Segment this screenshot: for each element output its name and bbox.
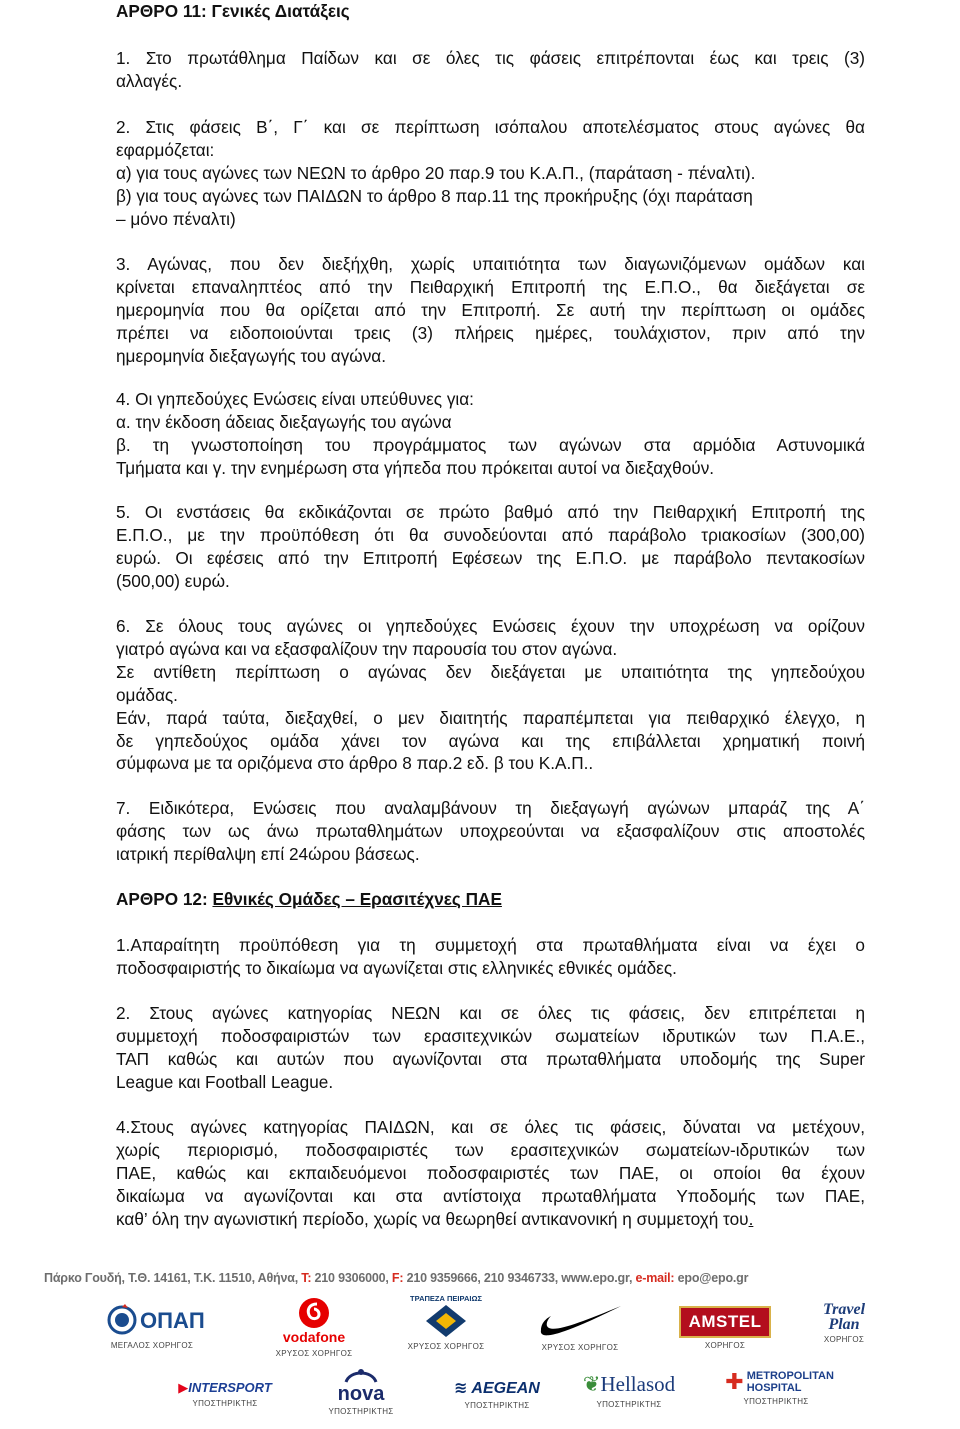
text-line: φάσης των ως άνω πρωταθλημάτων υποχρεούνται να εξασφαλίζουν στις αποστολές [116, 820, 865, 841]
intersport-name: INTERSPORT [188, 1380, 272, 1395]
article-12-heading [116, 888, 865, 911]
text-line: 1. Στο πρωτάθλημα Παίδων και σε όλες τις φάσεις επιτρέπονται έως και τρεις (3) [116, 48, 865, 68]
text-line [116, 1208, 865, 1231]
text-line-end: . [748, 1208, 754, 1229]
sponsor-caption: ΥΠΟΣΤΗΡΙΚΤΗΣ [596, 1400, 662, 1409]
footer-fax-label: F: [391, 1271, 404, 1285]
metropolitan-cross-icon: ✚ [725, 1369, 744, 1394]
vodafone-logo-icon [279, 1296, 349, 1346]
sponsor-opap [104, 1302, 205, 1350]
sponsor-nova [326, 1366, 396, 1416]
nike-swoosh-icon [537, 1298, 623, 1340]
text-line: δικαίωμα να αγωνίζονται και στα αντίστοιχα πρωταθλήματα Υποδομής των ΠΑΕ, [116, 1185, 865, 1206]
contact-bar [44, 1266, 916, 1290]
sponsor-aegean [442, 1378, 552, 1410]
opap-logo-icon [106, 1302, 205, 1338]
text-line: ευρώ. Οι εφέσεις από την Επιτροπή Εφέσεων της Ε.Π.Ο. με παράβολο πεντακοσίων [116, 547, 865, 568]
aegean-wordmark [454, 1378, 540, 1398]
article-12-heading-prefix: ΑΡΘΡΟ 12: [116, 889, 213, 909]
piraeus-wordmark: ΤΡΑΠΕΖΑ ΠΕΙΡΑΙΩΣ [410, 1294, 482, 1303]
opap-wordmark: ΟΠΑΠ [140, 1308, 205, 1333]
article-12-paragraph-1 [116, 934, 865, 980]
travel-plan-wordmark: Travel Plan [822, 1301, 866, 1333]
text-line: 6. Σε όλους τους αγώνες οι γηπεδούχες Ενώσεις έχουν την υποχρέωση να ορίζουν [116, 616, 865, 636]
sponsor-caption: ΧΡΥΣΟΣ ΧΟΡΗΓΟΣ [407, 1342, 485, 1351]
article-12-paragraph-2 [116, 1002, 865, 1094]
text-line: (500,00) ευρώ. [116, 570, 230, 591]
page-footer [0, 1262, 960, 1429]
sponsor-caption: ΧΡΥΣΟΣ ΧΟΡΗΓΟΣ [275, 1349, 353, 1358]
text-line: 4. Οι γηπεδούχες Ενώσεις είναι υπεύθυνες για: [116, 389, 474, 409]
amstel-wordmark: AMSTEL [679, 1306, 772, 1338]
article-11-paragraph-2 [116, 116, 865, 231]
sponsor-hellasod [574, 1372, 684, 1409]
article-11-paragraph-4 [116, 388, 865, 480]
text-line: κρίνεται επαναληπτέος από την Πειθαρχική Επιτροπή της Ε.Π.Ο., θα διεξάγεται σε [116, 276, 865, 297]
nova-logo-icon [336, 1366, 386, 1384]
aegean-name: AEGEAN [471, 1380, 540, 1397]
text-line: αλλαγές. [116, 70, 183, 91]
article-11-heading: ΑΡΘΡΟ 11: Γενικές Διατάξεις [116, 1, 350, 21]
metropolitan-name: METROPOLITAN HOSPITAL [746, 1370, 834, 1394]
hellasod-wordmark [583, 1372, 675, 1397]
article-11-paragraph-6 [116, 615, 865, 775]
article-11-paragraph-1 [116, 47, 865, 93]
text-line: σύμφωνα με τα οριζόμενα στο άρθρο 8 παρ.2 εδ. β του Κ.Α.Π.. [116, 753, 594, 774]
text-line: εφαρμόζεται: [116, 139, 215, 160]
footer-email-label: e-mail: [635, 1271, 675, 1285]
text-line: δε γηπεδούχος ομάδα χάνει τον αγώνα και της επιβάλλεται χρηματική ποινή [116, 730, 865, 751]
text-line: 2. Στους αγώνες κατηγορίας ΝΕΩΝ και σε όλες τις φάσεις, δεν επιτρέπεται η [116, 1003, 865, 1023]
text-line: α) για τους αγώνες των ΝΕΩΝ το άρθρο 20 παρ.9 του Κ.Α.Π., (παράταση - πέναλτι). [116, 162, 756, 183]
text-line: ομάδας. [116, 684, 178, 705]
text-line: Τμήματα και γ. την ενημέρωση στα γήπεδα που πρόκειται αυτοί να διεξαχθούν. [116, 457, 715, 478]
sponsor-caption: ΧΡΥΣΟΣ ΧΟΡΗΓΟΣ [541, 1343, 619, 1352]
text-line: πρέπει να ειδοποιούνται τρεις (3) πλήρεις ημέρες, τουλάχιστον, πριν από την [116, 322, 865, 343]
intersport-arrow-icon: ▶ [178, 1380, 189, 1395]
text-line: Ε.Π.Ο., με την προϋπόθεση ότι θα συνοδεύονται από παράβολο τριακοσίων (300,00) [116, 524, 865, 545]
text-line: ημερομηνία που θα ορίζεται από την Επιτροπή. Σε αυτή την περίπτωση οι ομάδες [116, 299, 865, 320]
article-11-paragraph-5 [116, 501, 865, 593]
hellasod-leaf-icon: ❦ [582, 1372, 601, 1396]
text-line: 4.Στους αγώνες κατηγορίας ΠΑΙΔΩΝ, και σε όλες τις φάσεις, δύναται να μετέχουν, [116, 1117, 865, 1137]
aegean-bird-icon: ≋ [454, 1380, 472, 1397]
text-line: συμμετοχή ποδοσφαιριστών των ερασιτεχνικών σωματείων ιδρυτικών των Π.Α.Ε., [116, 1025, 865, 1046]
vodafone-wordmark: vodafone [282, 1329, 346, 1345]
text-line: ποδοσφαιριστής το δικαίωμα να αγωνίζεται στις ελληνικές εθνικές ομάδες. [116, 957, 677, 978]
text-line: β) για τους αγώνες των ΠΑΙΔΩΝ το άρθρο 8 παρ.11 της προκήρυξης (όχι παράταση [116, 185, 753, 206]
text-line: – μόνο πέναλτι) [116, 208, 236, 229]
text-line: Σε αντίθετη περίπτωση ο αγώνας δεν διεξάγεται με υπαιτιότητα της γηπεδούχου [116, 661, 865, 682]
text-line: Εάν, παρά ταύτα, διεξαχθεί, ο μεν διαιτητής παραπέμπεται για πειθαρχικό έλεγχο, η [116, 707, 865, 728]
sponsor-nike [532, 1298, 628, 1352]
sponsor-metropolitan [716, 1370, 836, 1406]
text-line: ημερομηνία διεξαγωγής του αγώνα. [116, 345, 387, 366]
sponsor-caption: ΧΟΡΗΓΟΣ [704, 1341, 746, 1350]
text-line: 7. Ειδικότερα, Ενώσεις που αναλαμβάνουν τη διεξαγωγή αγώνων μπαράζ της Α΄ [116, 798, 865, 818]
sponsor-vodafone [268, 1296, 360, 1358]
text-line-body: καθ’ όλη την αγωνιστική περίοδο, χωρίς να θεωρηθεί αντικανονική η συμμετοχή του [116, 1208, 749, 1229]
sponsor-caption: ΥΠΟΣΤΗΡΙΚΤΗΣ [192, 1399, 258, 1408]
hellasod-name: Hellasod [600, 1372, 676, 1396]
article-11-paragraph-3 [116, 253, 865, 368]
sponsor-caption: ΥΠΟΣΤΗΡΙΚΤΗΣ [743, 1397, 809, 1406]
sponsor-piraeus-bank [398, 1294, 494, 1351]
article-12-paragraph-4 [116, 1116, 865, 1231]
footer-fax: 210 9359666, 210 9346733, www.epo.gr, [403, 1271, 636, 1285]
text-line: ΤΑΠ καθώς και αυτών που αγωνίζονται στα πρωταθλήματα υποδομής της Super [116, 1048, 865, 1069]
text-line: α. την έκδοση άδειας διεξαγωγής του αγώνα [116, 411, 452, 432]
text-line: 5. Οι ενστάσεις θα εκδικάζονται σε πρώτο βαθμό από την Πειθαρχική Επιτροπή της [116, 502, 865, 522]
metropolitan-wordmark [725, 1369, 834, 1394]
nova-wordmark: nova [337, 1383, 385, 1405]
sponsor-amstel [680, 1306, 770, 1350]
text-line: 3. Αγώνας, που δεν διεξήχθη, χωρίς υπαιτιότητα των διαγωνιζόμενων ομάδων και [116, 254, 865, 274]
text-line: 2. Στις φάσεις Β΄, Γ΄ και σε περίπτωση ισόπαλου αποτελέσματος στους αγώνες θα [116, 117, 865, 137]
article-11-paragraph-7 [116, 797, 865, 866]
footer-tel-label: T: [301, 1271, 312, 1285]
footer-email: epo@epo.gr [674, 1271, 749, 1285]
article-12-heading-title: Εθνικές Ομάδες – Ερασιτέχνες ΠΑΕ [212, 889, 502, 909]
sponsor-caption: ΧΟΡΗΓΟΣ [823, 1335, 865, 1344]
text-line: 1.Απαραίτητη προϋπόθεση για τη συμμετοχή στα πρωταθλήματα είναι να έχει ο [116, 935, 865, 955]
sponsor-intersport [170, 1380, 280, 1408]
text-line: League και Football League. [116, 1071, 334, 1092]
sponsor-caption: ΥΠΟΣΤΗΡΙΚΤΗΣ [328, 1407, 394, 1416]
intersport-wordmark [178, 1380, 272, 1396]
sponsor-caption: ΜΕΓΑΛΟΣ ΧΟΡΗΓΟΣ [110, 1341, 194, 1350]
footer-tel: 210 9306000, [311, 1271, 392, 1285]
sponsor-travel-plan [804, 1302, 884, 1344]
text-line: ιατρική περίθαλψη επί 24ώρου βάσεως. [116, 843, 420, 864]
text-line: χωρίς περιορισμό, ποδοσφαιριστές των ερασιτεχνικών σωματείων-ιδρυτικών των [116, 1139, 865, 1160]
piraeus-logo-icon [424, 1303, 468, 1339]
text-line: γιατρό αγώνα και να εξασφαλίζουν την παρουσία του στον αγώνα. [116, 638, 618, 659]
text-line: β. τη γνωστοποίηση του προγράμματος των αγώνων στα αρμόδια Αστυνομικά [116, 434, 865, 455]
footer-address: Πάρκο Γουδή, Τ.Θ. 14161, Τ.Κ. 11510, Αθήνα, [44, 1271, 302, 1285]
sponsor-caption: ΥΠΟΣΤΗΡΙΚΤΗΣ [464, 1401, 530, 1410]
text-line: ΠΑΕ, καθώς και εκπαιδευόμενοι ποδοσφαιριστές των ΠΑΕ, οι οποίοι θα έχουν [116, 1162, 865, 1183]
